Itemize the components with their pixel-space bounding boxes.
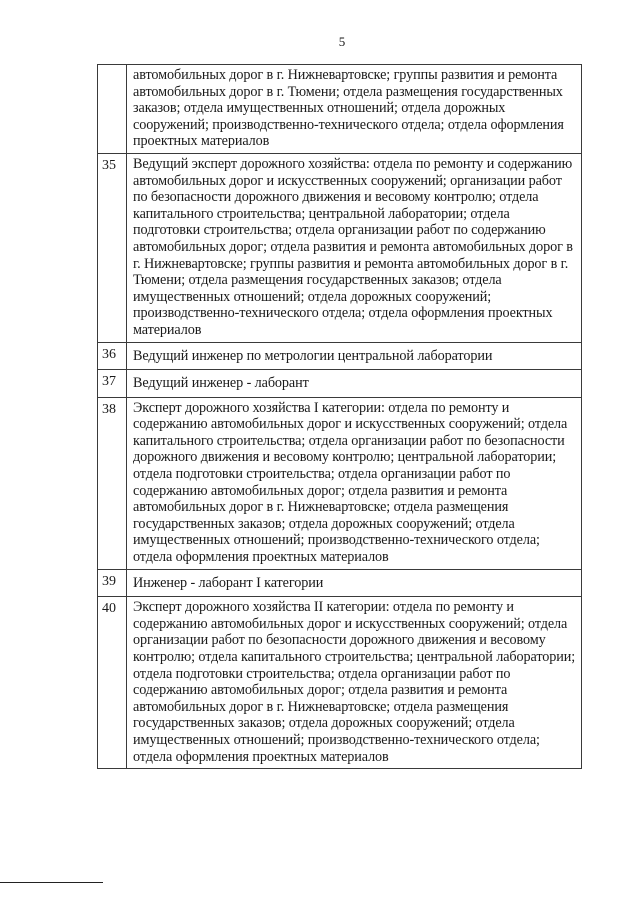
table-row [98,397,582,569]
row-text: Ведущий эксперт дорожного хозяйства: отдела по ремонту и содержанию автомобильных дорог и искусственных сооружений; организации работ по безопасности дорожного движения и весовому контролю; отдела капитального строительства; центральной лаборатории; отдела подготовки строительства; отдела организации работ по содержанию автомобильных дорог; отдела развития и ремонта автомобильных дорог в г. Нижневартовске; группы развития и ремонта автомобильных дорог в г. Тюмени; отдела размещения государственных заказов; отдела имущественных отношений; отдела дорожных сооружений; производственно-технического отдела; отдела оформления проектных материалов [127,153,582,342]
row-number: 38 [98,397,127,569]
row-number: 36 [98,342,127,370]
row-number: 35 [98,153,127,342]
row-text: автомобильных дорог в г. Нижневартовске; группы развития и ремонта автомобильных дорог в г. Тюмени; отдела размещения государственных заказов; отдела имущественных отношений; отдела дорожных сооружений; производственно-технического отдела; отдела оформления проектных материалов [127,65,582,154]
row-text: Инженер - лаборант I категории [127,569,582,597]
page-number: 5 [338,34,346,49]
row-text: Ведущий инженер по метрологии центральной лаборатории [127,342,582,370]
row-number: 40 [98,597,127,769]
row-text: Эксперт дорожного хозяйства II категории: отдела по ремонту и содержанию автомобильных дорог и искусственных сооружений; отдела организации работ по безопасности дорожного движения и весовому контролю; отдела капитального строительства; центральной лаборатории; отдела подготовки строительства; отдела организации работ по содержанию автомобильных дорог; отдела развития и ремонта автомобильных дорог в г. Нижневартовске; отдела размещения государственных заказов; отдела дорожных сооружений; отдела имущественных отношений; производственно-технического отдела; отдела оформления проектных материалов [127,597,582,769]
row-number: 37 [98,370,127,398]
positions-table [97,64,582,769]
table-row [98,569,582,597]
table-row [98,153,582,342]
footnote-rule [0,882,103,883]
row-number [98,65,127,154]
table-row [98,597,582,769]
table-row [98,370,582,398]
row-number: 39 [98,569,127,597]
row-text: Ведущий инженер - лаборант [127,370,582,398]
table-row [98,342,582,370]
row-text: Эксперт дорожного хозяйства I категории: отдела по ремонту и содержанию автомобильных дорог и искусственных сооружений; отдела капитального строительства; отдела организации работ по безопасности дорожного движения и весовому контролю; центральной лаборатории; отдела подготовки строительства; отдела организации работ по содержанию автомобильных дорог; отдела развития и ремонта автомобильных дорог в г. Нижневартовске; отдела размещения государственных заказов; отдела дорожных сооружений; отдела имущественных отношений; производственно-технического отдела; отдела оформления проектных материалов [127,397,582,569]
table-row [98,65,582,154]
